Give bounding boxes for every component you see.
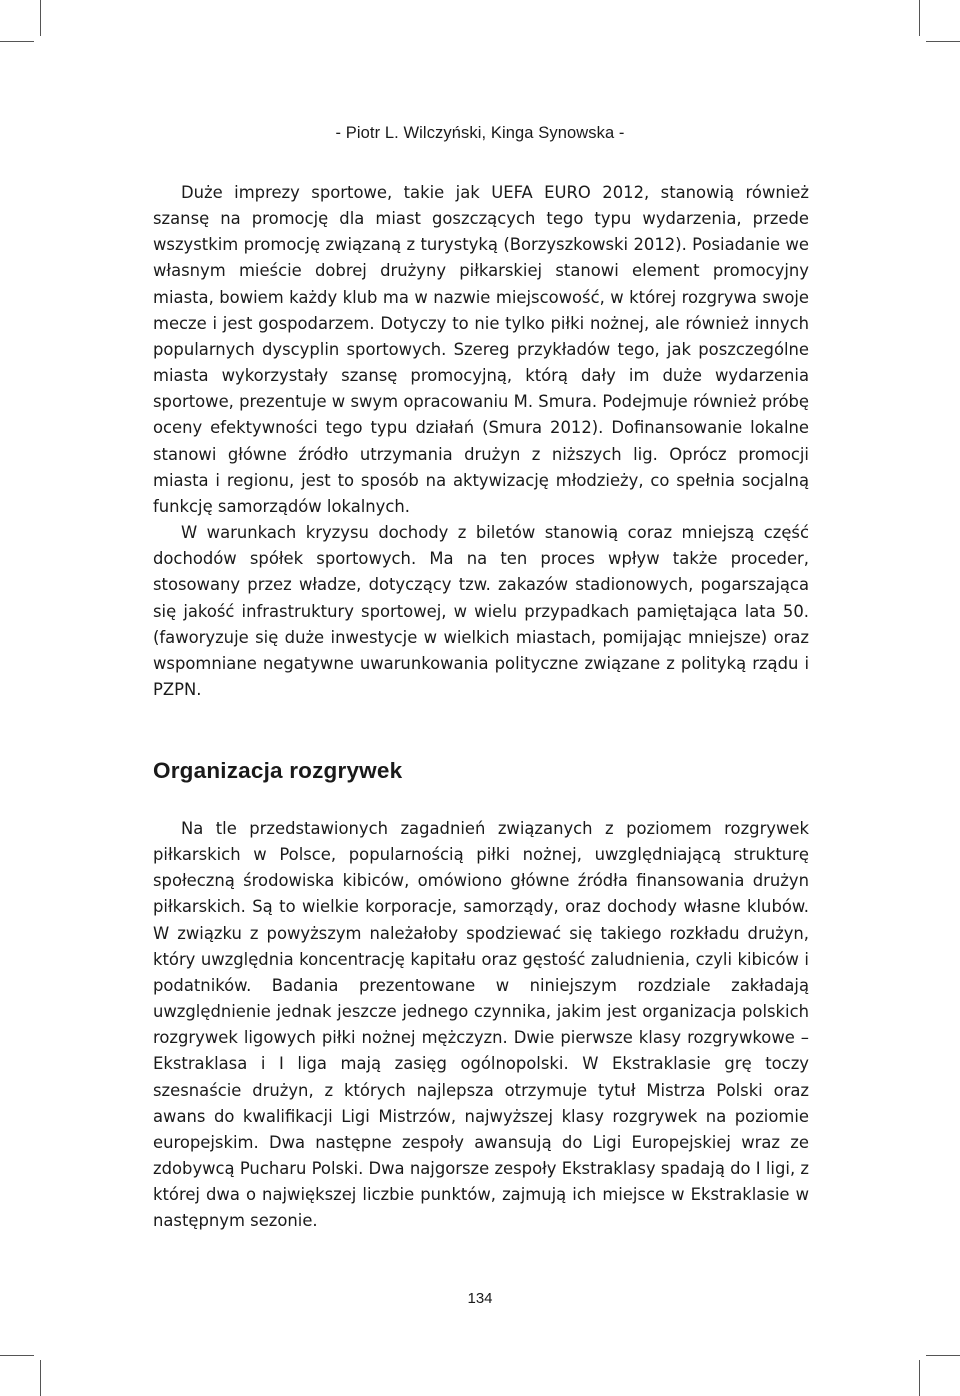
crop-mark-top-right-horizontal [926, 41, 960, 42]
section-organization-text [153, 816, 809, 1235]
paragraph: Na tle przedstawionych zagadnień związanych z poziomem rozgrywek piłkarskich w Polsce, popularnością piłki nożnej, uwzględniającą strukturę społeczną środowiska kibiców, omówiono główne źródła finansowania drużyn piłkarskich. Są to wielkie korporacje, samorządy, oraz dochody własne klubów. W związku z powyższym należałoby spodziewać się takiego rozkładu drużyn, który uwzględnia koncentrację kapitału oraz gęstość zaludnienia, czyli kibiców i podatników. Badania prezentowane w niniejszym rozdziale zakładają uwzględnienie jednak jeszcze jednego czynnika, jakim jest organizacja polskich rozgrywek ligowych piłki nożnej mężczyzn. Dwie pierwsze klasy rozgrywkowe – Ekstraklasa i I liga mają zasięg ogólnopolski. W Ekstraklasie grę toczy szesnaście drużyn, z których najlepsza otrzymuje tytuł Mistrza Polski oraz awans do kwalifikacji Ligi Mistrzów, najwyższej klasy rozgrywek na poziomie europejskim. Dwa następne zespoły awansują do Ligi Europejskiej wraz ze zdobywcą Pucharu Polski. Dwa najgorsze zespoły Ekstraklasy spadają do I ligi, z której dwa o największej liczbie punktów, zajmują ich miejsce w Ekstraklasie w następnym sezonie. [153, 819, 809, 1231]
page-number: 134 [467, 1290, 493, 1307]
crop-mark-top-left-vertical [40, 0, 41, 36]
crop-mark-bottom-right-horizontal [926, 1355, 960, 1356]
crop-mark-top-right-vertical [919, 0, 920, 36]
section-heading: Organizacja rozgrywek [153, 758, 403, 783]
crop-mark-bottom-right-vertical [919, 1360, 920, 1396]
crop-mark-top-left-horizontal [0, 41, 34, 42]
crop-mark-bottom-left-horizontal [0, 1355, 34, 1356]
paragraph: W warunkach kryzysu dochody z biletów stanowią coraz mniejszą część dochodów spółek sportowych. Ma na ten proces wpływ także proceder, stosowany przez władze, dotyczący tzw. zakazów stadionowych, pogarszająca się jakość infrastruktury sportowej, w wielu przypadkach pamiętająca lata 50. (faworyzuje się duże inwestycje w wielkich miastach, pomijając mniejsze) oraz wspomniane negatywne uwarunkowania polityczne związane z polityką rządu i PZPN. [153, 523, 809, 699]
running-head: - Piotr L. Wilczyński, Kinga Synowska - [335, 124, 625, 142]
section-intro-text [153, 180, 809, 703]
crop-mark-bottom-left-vertical [40, 1360, 41, 1396]
paragraph: Duże imprezy sportowe, takie jak UEFA EURO 2012, stanowią również szansę na promocję dla miast goszczących tego typu wydarzenia, przede wszystkim promocję związaną z turystyką (Borzyszkowski 2012). Posiadanie we własnym mieście dobrej drużyny piłkarskiej stanowi element promocyjny miasta, bowiem każdy klub ma w nazwie miejscowość, w której rozgrywa swoje mecze i jest gospodarzem. Dotyczy to nie tylko piłki nożnej, ale również innych popularnych dyscyplin sportowych. Szereg przykładów tego, jak poszczególne miasta wykorzystały szansę promocyjną, którą dały im duże wydarzenia sportowe, prezentuje w swym opracowaniu M. Smura. Podejmuje również próbę oceny efektywności tego typu działań (Smura 2012). Dofinansowanie lokalne stanowi główne źródło utrzymania drużyn z niższych lig. Oprócz promocji miasta i regionu, jest to sposób na aktywizację młodzieży, co spełnia socjalną funkcję samorządów lokalnych. [153, 183, 809, 516]
